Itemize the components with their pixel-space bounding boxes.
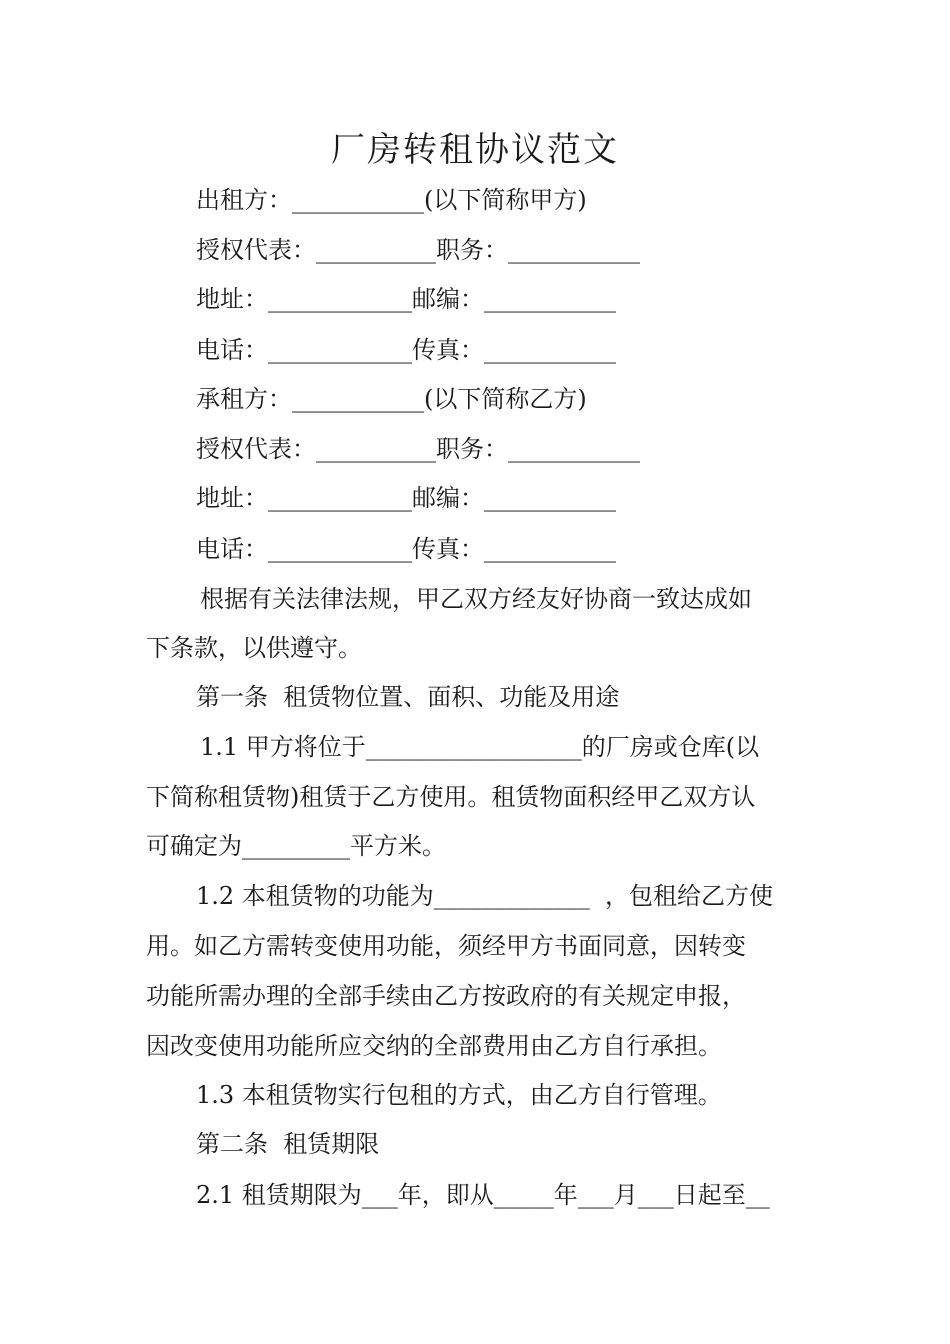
- article-2-heading: 第二条 租赁期限: [196, 1130, 380, 1158]
- clause-1-1-line-3: 可确定为_________平方米。: [146, 832, 446, 860]
- lessee-line: 承租方：___________(以下简称乙方): [196, 385, 587, 413]
- clause-1-1-line-1: 1.1 甲方将位于__________________的厂房或仓库(以: [200, 733, 760, 761]
- clause-1-2-line-1: 1.2 本租赁物的功能为_____________ ，包租给乙方使: [196, 882, 774, 910]
- clause-1-3: 1.3 本租赁物实行包租的方式，由乙方自行管理。: [196, 1081, 722, 1109]
- intro-paragraph-line-2: 下条款，以供遵守。: [146, 634, 362, 662]
- clause-1-2-line-2: 用。如乙方需转变使用功能，须经甲方书面同意，因转变: [146, 932, 746, 960]
- lessee-phone-line: 电话：____________传真：___________: [196, 535, 616, 563]
- document-title: 厂房转租协议范文: [331, 130, 619, 170]
- lessee-address-line: 地址：____________邮编：___________: [196, 484, 616, 512]
- clause-1-2-line-3: 功能所需办理的全部手续由乙方按政府的有关规定申报，: [146, 982, 746, 1010]
- clause-2-1-line-1: 2.1 租赁期限为___年，即从_____年___月___日起至__: [196, 1181, 770, 1209]
- lessor-representative-line: 授权代表：__________职务：___________: [196, 236, 640, 264]
- lessor-address-line: 地址：____________邮编：___________: [196, 285, 616, 313]
- clause-1-2-line-4: 因改变使用功能所应交纳的全部费用由乙方自行承担。: [146, 1032, 722, 1060]
- lessor-phone-line: 电话：____________传真：___________: [196, 336, 616, 364]
- clause-1-1-line-2: 下简称租赁物)租赁于乙方使用。租赁物面积经甲乙双方认: [146, 783, 756, 811]
- intro-paragraph-line-1: 根据有关法律法规，甲乙双方经友好协商一致达成如: [200, 585, 752, 613]
- lessee-representative-line: 授权代表：__________职务：___________: [196, 435, 640, 463]
- lessor-line: 出租方：___________(以下简称甲方): [196, 186, 587, 214]
- article-1-heading: 第一条 租赁物位置、面积、功能及用途: [196, 683, 620, 711]
